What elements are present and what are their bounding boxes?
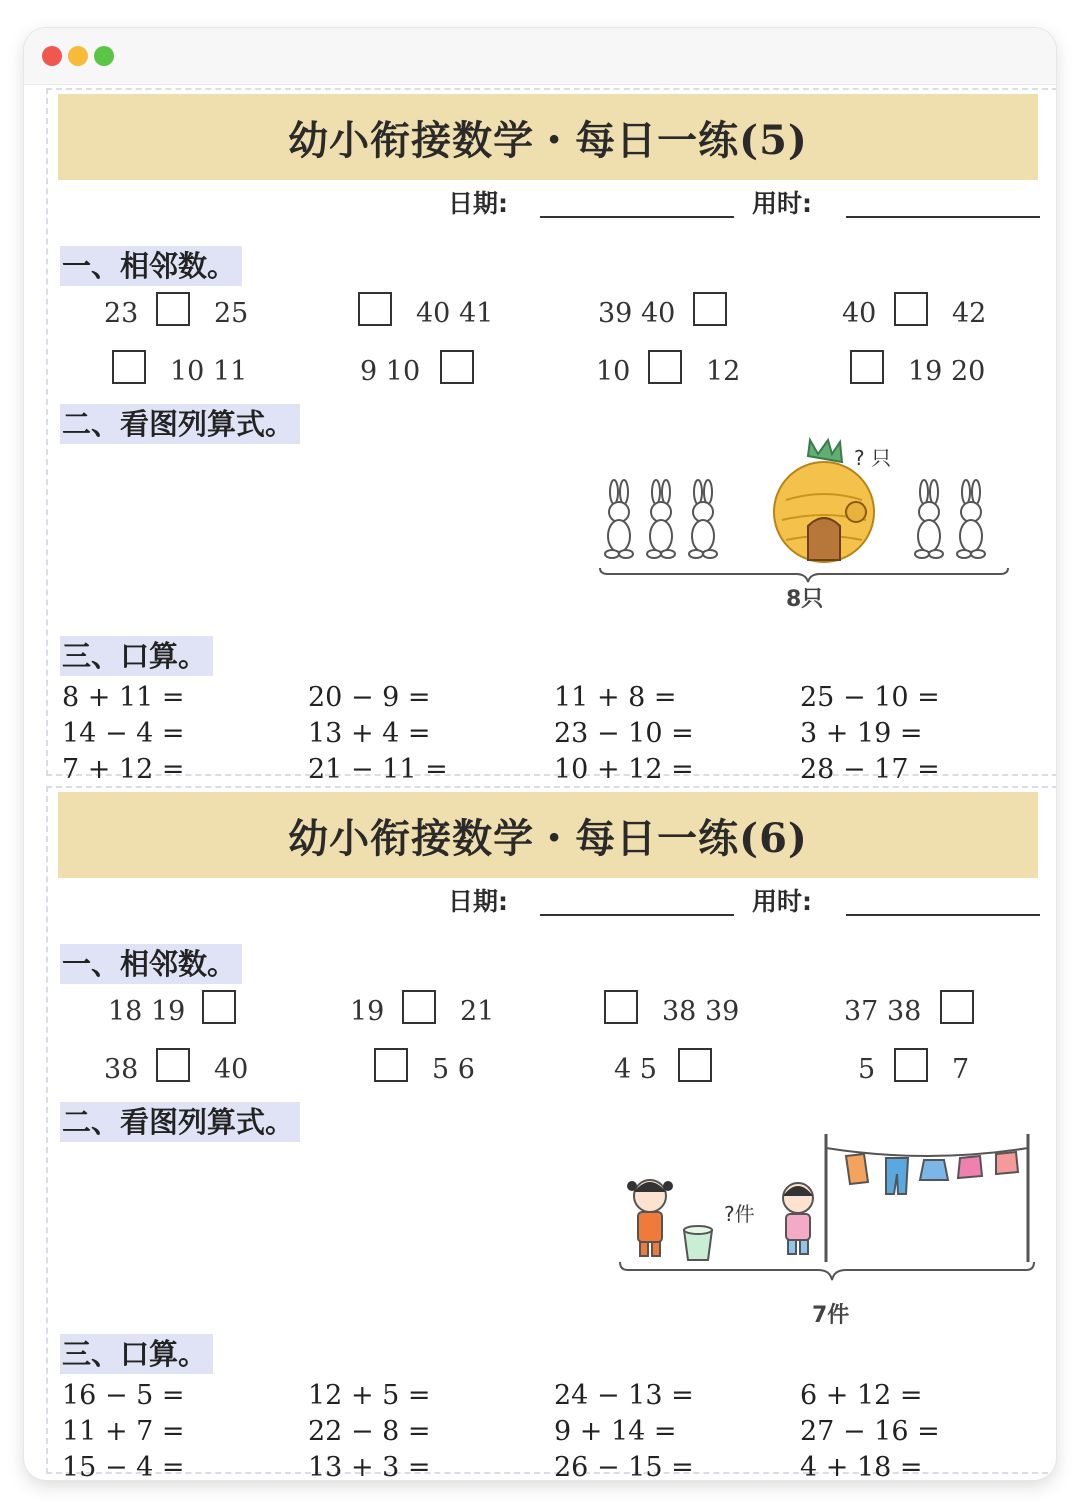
picture-question-label: ?件: [724, 1202, 755, 1226]
neighbor-number: 5 6: [432, 1054, 475, 1085]
neighbor-number: 23: [104, 298, 139, 329]
neighbor-number: 40: [842, 298, 877, 329]
worksheet-5: [46, 88, 1056, 785]
arithmetic-problem: 15 − 4 =: [62, 1452, 185, 1480]
arithmetic-problem: 7 + 12 =: [62, 754, 185, 785]
picture-question-label: ? 只: [854, 446, 891, 470]
arithmetic-problem: 24 − 13 =: [554, 1380, 694, 1411]
worksheet-title-banner: [58, 94, 1038, 180]
arithmetic-problem: 25 − 10 =: [800, 682, 940, 713]
rabbit-icon: [915, 480, 943, 558]
answer-box[interactable]: [850, 350, 884, 384]
clothesline-icon: [826, 1134, 1028, 1262]
rabbit-icon: [647, 480, 675, 558]
rabbit-icon: [605, 480, 633, 558]
answer-box[interactable]: [648, 350, 682, 384]
answer-box[interactable]: [402, 990, 436, 1024]
answer-box[interactable]: [678, 1048, 712, 1082]
date-label: 日期:: [448, 189, 508, 218]
arithmetic-problem: 8 + 11 =: [62, 682, 185, 713]
rabbit-icon: [689, 480, 717, 558]
arithmetic-problem: 13 + 4 =: [308, 718, 431, 749]
neighbor-number: 42: [952, 298, 987, 329]
neighbor-number: 39 40: [598, 298, 676, 329]
neighbor-number: 19 20: [908, 356, 986, 387]
neighbor-number: 10 11: [170, 356, 248, 387]
neighbor-number: 38 39: [662, 996, 740, 1027]
neighbor-number: 19: [350, 996, 385, 1027]
minimize-window-button[interactable]: [68, 46, 88, 66]
section-heading-neighbors: 一、相邻数。: [60, 944, 242, 984]
arithmetic-problem: 20 − 9 =: [308, 682, 431, 713]
time-label: 用时:: [752, 887, 812, 916]
neighbor-number: 18 19: [108, 996, 186, 1027]
picture-total-label: 7件: [812, 1303, 850, 1328]
arithmetic-problem: 6 + 12 =: [800, 1380, 923, 1411]
girl-icon: [783, 1183, 813, 1254]
neighbor-number: 37 38: [844, 996, 922, 1027]
arithmetic-problem: 28 − 17 =: [800, 754, 940, 785]
answer-box[interactable]: [693, 292, 727, 326]
maximize-window-button[interactable]: [94, 46, 114, 66]
answer-box[interactable]: [440, 350, 474, 384]
neighbor-number: 38: [104, 1054, 139, 1085]
arithmetic-problem: 11 + 7 =: [62, 1416, 185, 1447]
arithmetic-problem: 4 + 18 =: [800, 1452, 923, 1480]
section-heading-picture: 二、看图列算式。: [60, 1102, 300, 1142]
answer-box[interactable]: [156, 1048, 190, 1082]
neighbor-number: 5: [858, 1054, 876, 1085]
window-titlebar: [24, 28, 1056, 85]
neighbor-number: 40: [214, 1054, 249, 1085]
arithmetic-problem: 13 + 3 =: [308, 1452, 431, 1480]
neighbor-number: 7: [952, 1054, 970, 1085]
date-label: 日期:: [448, 887, 508, 916]
rabbit-icon: [957, 480, 985, 558]
worksheet-title: 幼小衔接数学・每日一练(6): [288, 814, 808, 862]
section-heading-picture: 二、看图列算式。: [60, 404, 300, 444]
answer-box[interactable]: [112, 350, 146, 384]
worksheet-title-banner: [58, 792, 1038, 878]
arithmetic-problem: 21 − 11 =: [308, 754, 448, 785]
close-window-button[interactable]: [42, 46, 62, 66]
answer-box[interactable]: [940, 990, 974, 1024]
arithmetic-problem: 14 − 4 =: [62, 718, 185, 749]
arithmetic-problem: 3 + 19 =: [800, 718, 923, 749]
date-time-row: [48, 882, 1056, 916]
answer-box[interactable]: [894, 292, 928, 326]
answer-box[interactable]: [374, 1048, 408, 1082]
arithmetic-problem: 12 + 5 =: [308, 1380, 431, 1411]
neighbor-number: 40 41: [416, 298, 494, 329]
arithmetic-problem: 10 + 12 =: [554, 754, 694, 785]
time-label: 用时:: [752, 189, 812, 218]
neighbor-number: 25: [214, 298, 249, 329]
rabbits-carrot-illustration: [596, 440, 1016, 590]
girl-icon: [627, 1180, 673, 1256]
time-field[interactable]: [846, 914, 1040, 916]
section-heading-mental-math: 三、口算。: [60, 636, 213, 676]
picture-total-label: 8只: [786, 587, 824, 612]
section-heading-mental-math: 三、口算。: [60, 1334, 213, 1374]
worksheet-title: 幼小衔接数学・每日一练(5): [288, 116, 808, 164]
answer-box[interactable]: [156, 292, 190, 326]
section-heading-neighbors: 一、相邻数。: [60, 246, 242, 286]
answer-box[interactable]: [202, 990, 236, 1024]
neighbor-number: 9 10: [360, 356, 421, 387]
neighbor-number: 21: [460, 996, 495, 1027]
arithmetic-problem: 23 − 10 =: [554, 718, 694, 749]
arithmetic-problem: 27 − 16 =: [800, 1416, 940, 1447]
date-field[interactable]: [540, 216, 734, 218]
app-window: [24, 28, 1056, 1480]
neighbor-number: 4 5: [614, 1054, 657, 1085]
answer-box[interactable]: [358, 292, 392, 326]
answer-box[interactable]: [894, 1048, 928, 1082]
time-field[interactable]: [846, 216, 1040, 218]
date-time-row: [48, 184, 1056, 218]
clothesline-illustration: [618, 1134, 1038, 1294]
arithmetic-problem: 26 − 15 =: [554, 1452, 694, 1480]
laundry-bucket-icon: [684, 1226, 712, 1260]
answer-box[interactable]: [604, 990, 638, 1024]
arithmetic-problem: 9 + 14 =: [554, 1416, 677, 1447]
arithmetic-problem: 16 − 5 =: [62, 1380, 185, 1411]
neighbor-number: 10: [596, 356, 631, 387]
date-field[interactable]: [540, 914, 734, 916]
arithmetic-problem: 22 − 8 =: [308, 1416, 431, 1447]
neighbor-number: 12: [706, 356, 741, 387]
worksheet-6: [46, 786, 1056, 1480]
arithmetic-problem: 11 + 8 =: [554, 682, 677, 713]
